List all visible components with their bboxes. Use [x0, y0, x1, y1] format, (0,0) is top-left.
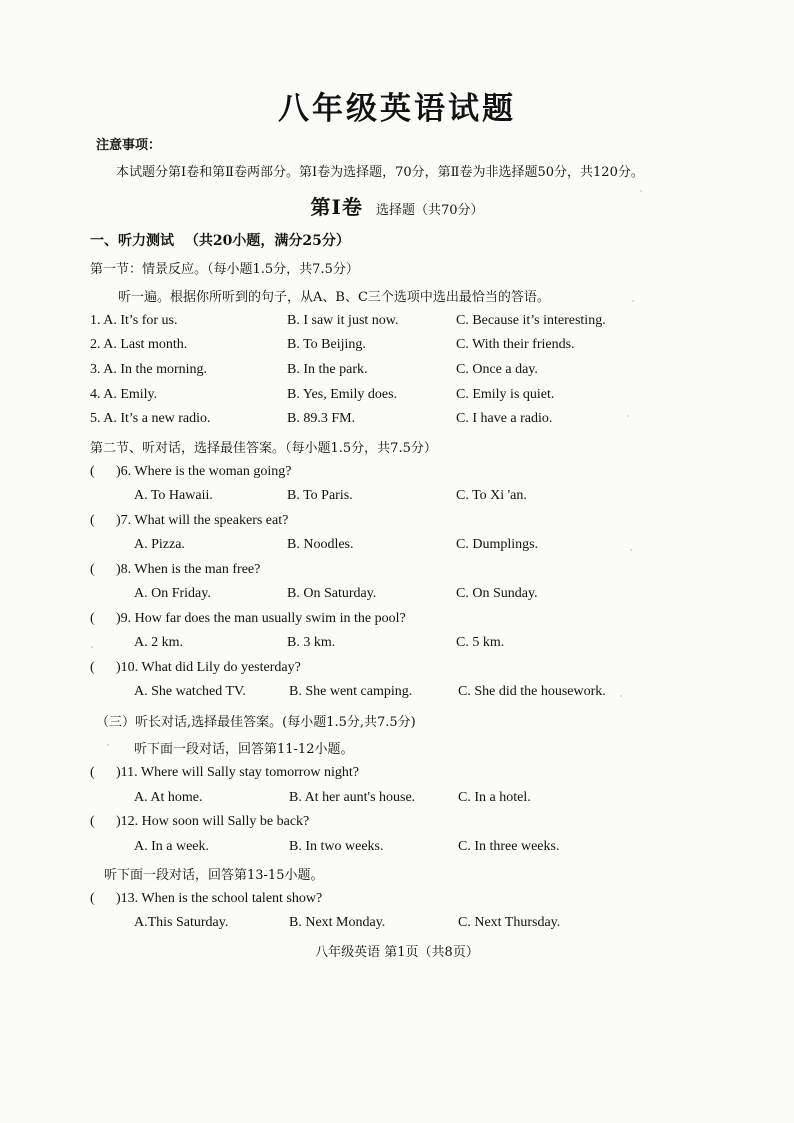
- question-row: [0, 814, 794, 838]
- option-b: B. Next Monday.: [289, 915, 386, 930]
- option-b: B. To Beijing.: [287, 337, 366, 352]
- option-a: 2. A. Last month.: [90, 337, 188, 352]
- question-row: [0, 611, 794, 635]
- question-text: )6. Where is the woman going?: [116, 464, 292, 479]
- answer-blank[interactable]: (: [90, 464, 95, 479]
- question-text: )13. When is the school talent show?: [116, 891, 323, 906]
- option-b: B. 3 km.: [287, 635, 336, 650]
- option-b: B. To Paris.: [287, 488, 353, 503]
- scan-speckle: [620, 695, 622, 697]
- part-title-main: 第Ⅰ卷: [310, 195, 363, 219]
- option-c: C. Dumplings.: [456, 537, 539, 552]
- subsection-1-instruction: 听一遍。根据你所听到的句子，从A、B、C三个选项中选出最恰当的答语。: [118, 290, 550, 305]
- subsection-2-title: 第二节、听对话，选择最佳答案。（每小题1.5分，共7.5分）: [90, 441, 437, 456]
- option-a: A. Pizza.: [134, 537, 185, 552]
- subsection-3-instruction-1: 听下面一段对话，回答第11-12小题。: [134, 742, 354, 757]
- scan-speckle: [632, 300, 634, 302]
- answer-blank[interactable]: (: [90, 891, 95, 906]
- answer-blank[interactable]: (: [90, 562, 95, 577]
- answer-blank[interactable]: (: [90, 513, 95, 528]
- option-a: A. 2 km.: [134, 635, 183, 650]
- question-row: [0, 660, 794, 684]
- option-b: B. In two weeks.: [289, 839, 384, 854]
- answer-blank[interactable]: (: [90, 611, 95, 626]
- option-c: C. Next Thursday.: [458, 915, 561, 930]
- option-a: A. In a week.: [134, 839, 210, 854]
- scan-speckle: [627, 415, 629, 417]
- section-heading: [90, 230, 350, 250]
- option-c: C. Because it’s interesting.: [456, 313, 606, 328]
- option-c: C. 5 km.: [456, 635, 505, 650]
- list-item: [0, 337, 794, 361]
- list-item: [0, 362, 794, 386]
- options-row: [0, 790, 794, 814]
- question-text: )8. When is the man free?: [116, 562, 261, 577]
- option-a: A. At home.: [134, 790, 203, 805]
- scan-speckle: [640, 190, 642, 192]
- question-row: [0, 562, 794, 586]
- option-c: C. I have a radio.: [456, 411, 553, 426]
- option-b: B. She went camping.: [289, 684, 413, 699]
- scan-speckle: [630, 549, 632, 551]
- option-c: C. On Sunday.: [456, 586, 538, 601]
- scan-speckle: [107, 744, 109, 746]
- question-text: )9. How far does the man usually swim in the pool?: [116, 611, 406, 626]
- subsection-3-instruction-2: 听下面一段对话，回答第13-15小题。: [104, 868, 324, 883]
- options-row: [0, 488, 794, 512]
- part-title: [0, 191, 794, 220]
- option-a: A.This Saturday.: [134, 915, 229, 930]
- option-a: A. She watched TV.: [134, 684, 246, 699]
- option-c: C. Once a day.: [456, 362, 538, 377]
- option-a: A. To Hawaii.: [134, 488, 213, 503]
- option-a: 1. A. It’s for us.: [90, 313, 178, 328]
- scan-speckle: [91, 646, 93, 648]
- question-row: [0, 765, 794, 789]
- page-footer: 八年级英语 第1页（共8页）: [315, 945, 479, 960]
- option-c: C. In three weeks.: [458, 839, 560, 854]
- option-b: B. 89.3 FM.: [287, 411, 356, 426]
- question-text: )10. What did Lily do yesterday?: [116, 660, 301, 675]
- answer-blank[interactable]: (: [90, 765, 95, 780]
- option-a: 4. A. Emily.: [90, 387, 158, 402]
- options-row: [0, 684, 794, 708]
- section-meta: （共20小题，满分25分）: [184, 233, 350, 249]
- notice-label: 注意事项：: [96, 138, 162, 153]
- option-a: A. On Friday.: [134, 586, 211, 601]
- question-row: [0, 513, 794, 537]
- options-row: [0, 635, 794, 659]
- option-c: C. Emily is quiet.: [456, 387, 555, 402]
- option-a: 5. A. It’s a new radio.: [90, 411, 211, 426]
- answer-blank[interactable]: (: [90, 660, 95, 675]
- options-row: [0, 839, 794, 863]
- option-b: B. I saw it just now.: [287, 313, 399, 328]
- subsection-3-title: （三）听长对话,选择最佳答案。(每小题1.5分,共7.5分): [96, 715, 416, 730]
- option-c: C. In a hotel.: [458, 790, 531, 805]
- list-item: [0, 411, 794, 435]
- option-b: B. In the park.: [287, 362, 368, 377]
- option-b: B. Yes, Emily does.: [287, 387, 398, 402]
- question-text: )7. What will the speakers eat?: [116, 513, 289, 528]
- options-row: [0, 537, 794, 561]
- option-b: B. Noodles.: [287, 537, 354, 552]
- question-row: [0, 891, 794, 915]
- option-b: B. On Saturday.: [287, 586, 377, 601]
- section-title: 一、听力测试: [90, 233, 174, 249]
- notice-text: 本试题分第Ⅰ卷和第Ⅱ卷两部分。第Ⅰ卷为选择题，70分，第Ⅱ卷为非选择题50分，共120分。: [116, 165, 644, 180]
- question-text: )12. How soon will Sally be back?: [116, 814, 310, 829]
- list-item: [0, 387, 794, 411]
- list-item: [0, 313, 794, 337]
- question-row: [0, 464, 794, 488]
- page-title: 八年级英语试题: [278, 91, 516, 127]
- option-b: B. At her aunt's house.: [289, 790, 416, 805]
- part-title-sub: 选择题（共70分）: [375, 203, 484, 218]
- option-c: C. She did the housework.: [458, 684, 606, 699]
- answer-blank[interactable]: (: [90, 814, 95, 829]
- option-c: C. To Xi 'an.: [456, 488, 527, 503]
- subsection-1-title: 第一节：情景反应。（每小题1.5分，共7.5分）: [90, 262, 359, 277]
- options-row: [0, 915, 794, 939]
- option-c: C. With their friends.: [456, 337, 575, 352]
- question-text: )11. Where will Sally stay tomorrow night?: [116, 765, 360, 780]
- options-row: [0, 586, 794, 610]
- option-a: 3. A. In the morning.: [90, 362, 208, 377]
